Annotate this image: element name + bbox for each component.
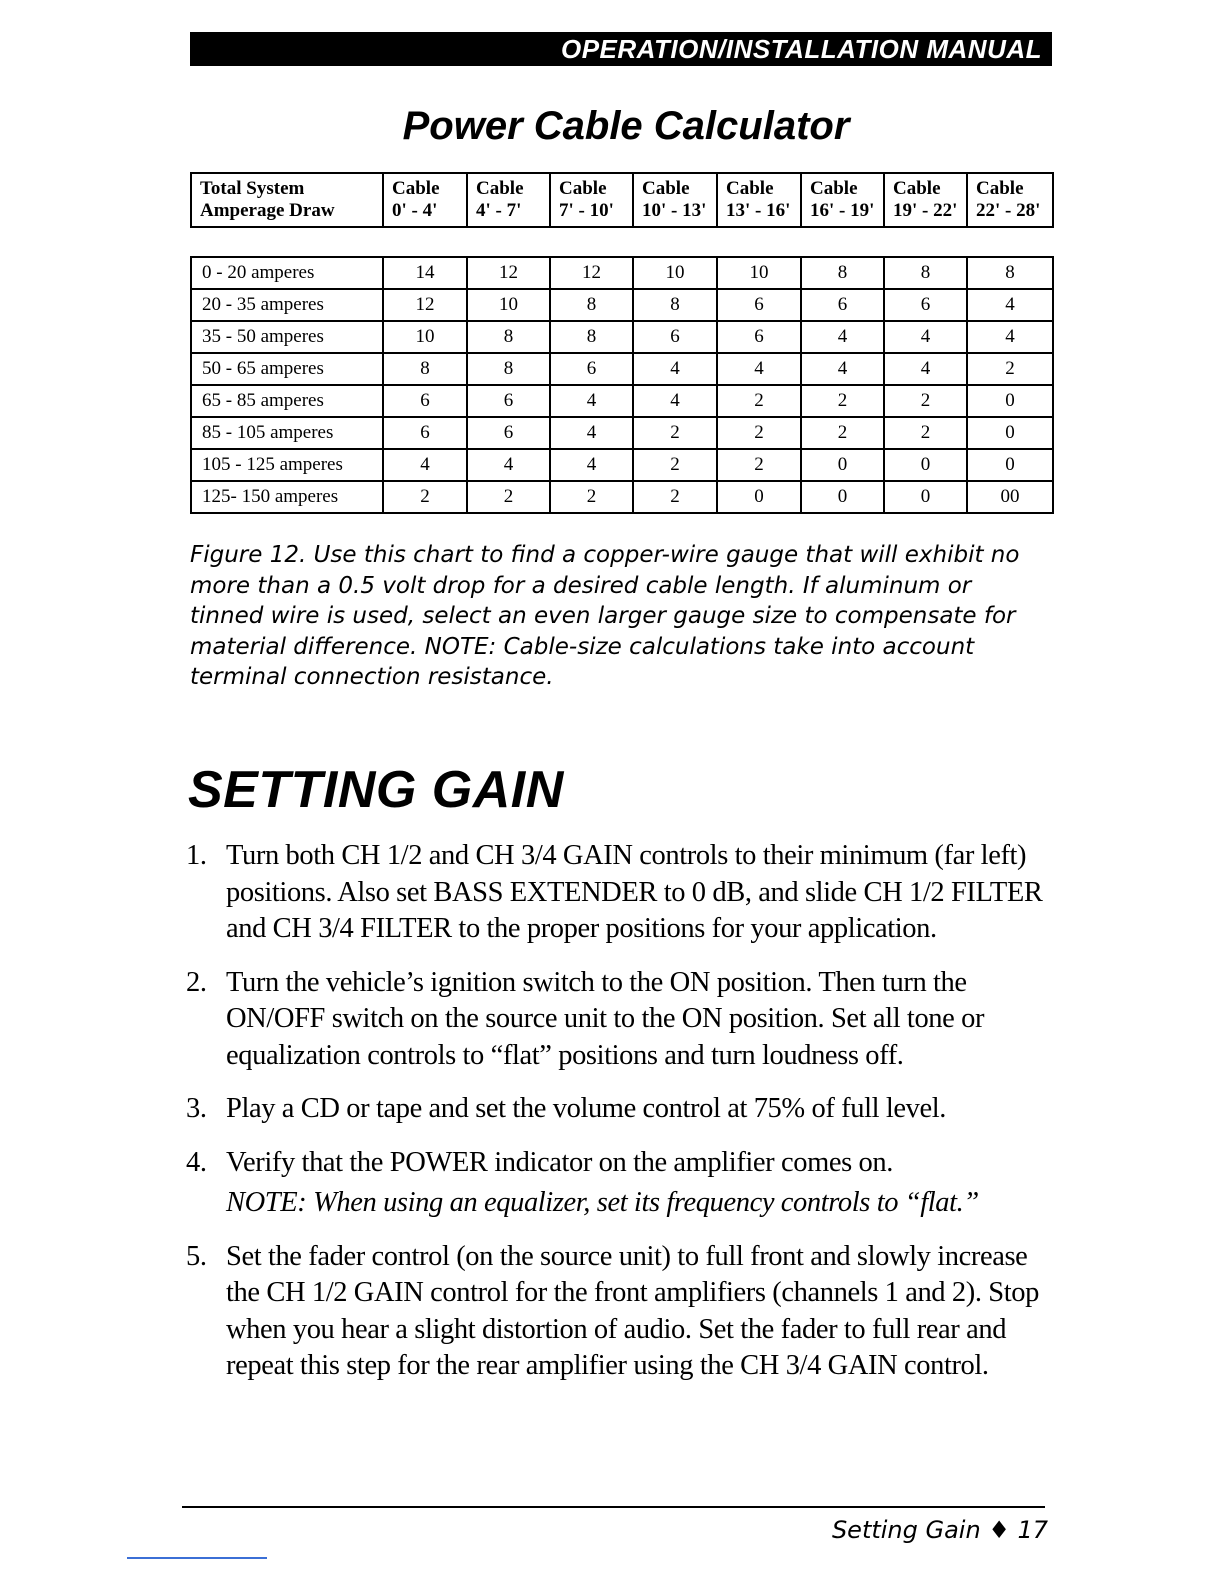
gauge-cell: 0 [967, 385, 1053, 417]
gauge-cell: 4 [801, 353, 884, 385]
step-number: 4. [186, 1146, 207, 1178]
header-row [191, 173, 1053, 227]
step-item [186, 965, 1056, 1075]
gauge-cell: 8 [383, 353, 467, 385]
amperage-range-cell: 105 - 125 amperes [191, 449, 383, 481]
step-text: Set the fader control (on the source unit) to full front and slowly increase the CH 1/2 GAIN control for the front amplifiers (channels 1 and 2). Stop when you hear a slight distortion of audio. Set the fader to full rear and repeat this step for the rear amplifier using the CH 3/4 GAIN control. [226, 1240, 1039, 1381]
gauge-cell: 8 [550, 321, 633, 353]
gauge-cell: 10 [717, 257, 801, 289]
gauge-cell: 0 [884, 449, 967, 481]
gauge-cell: 2 [550, 481, 633, 513]
step-number: 2. [186, 966, 207, 998]
gauge-cell: 6 [801, 289, 884, 321]
amperage-range-cell: 0 - 20 amperes [191, 257, 383, 289]
cable-table-body [190, 256, 1054, 514]
column-header: Cable 16' - 19' [801, 173, 884, 227]
gauge-cell: 6 [717, 289, 801, 321]
table-row [191, 481, 1053, 513]
gauge-cell: 2 [717, 449, 801, 481]
gauge-cell: 0 [967, 417, 1053, 449]
table-row [191, 417, 1053, 449]
gauge-cell: 8 [633, 289, 717, 321]
step-text: Play a CD or tape and set the volume control at 75% of full level. [226, 1093, 946, 1124]
column-header: Cable 19' - 22' [884, 173, 967, 227]
figure-caption: Figure 12. Use this chart to find a copper-wire gauge that will exhibit no more than a 0.5 volt drop for a desired cable length. If aluminum or tinned wire is used, select an even larger gauge size to compensate for material difference. NOTE: Cable-size calculations take into account terminal connection resistance. [190, 542, 1020, 690]
step-text: Turn both CH 1/2 and CH 3/4 GAIN controls to their minimum (far left) positions. Also set BASS EXTENDER to 0 dB, and slide CH 1/2 FILTER and CH 3/4 FILTER to the proper positions for your application. [226, 840, 1043, 944]
step-item [186, 1145, 1056, 1182]
gauge-cell: 4 [550, 449, 633, 481]
gauge-cell: 12 [383, 289, 467, 321]
step-item [186, 1239, 1056, 1385]
gauge-cell: 4 [717, 353, 801, 385]
gauge-cell: 0 [801, 449, 884, 481]
column-header: Cable 10' - 13' [633, 173, 717, 227]
column-header: Cable 13' - 16' [717, 173, 801, 227]
gauge-cell: 8 [467, 353, 550, 385]
amperage-range-cell: 20 - 35 amperes [191, 289, 383, 321]
gauge-cell: 0 [801, 481, 884, 513]
gauge-cell: 10 [633, 257, 717, 289]
gauge-cell: 6 [467, 385, 550, 417]
step-number: 1. [186, 840, 207, 871]
gauge-cell: 2 [467, 481, 550, 513]
gauge-cell: 4 [967, 289, 1053, 321]
gauge-cell: 0 [967, 449, 1053, 481]
gauge-cell: 6 [550, 353, 633, 385]
gauge-cell: 10 [467, 289, 550, 321]
table-title: Power Cable Calculator [402, 104, 850, 148]
page-footer: Setting Gain ♦ 17 [831, 1516, 1048, 1544]
column-header: Total System Amperage Draw [191, 173, 383, 227]
gauge-cell: 4 [383, 449, 467, 481]
gauge-cell: 4 [550, 385, 633, 417]
gauge-cell: 6 [884, 289, 967, 321]
gauge-cell: 8 [801, 257, 884, 289]
gauge-cell: 12 [467, 257, 550, 289]
gauge-cell: 8 [884, 257, 967, 289]
step-item [186, 1091, 1056, 1128]
cable-table-header [190, 172, 1054, 228]
gauge-cell: 6 [717, 321, 801, 353]
amperage-range-cell: 125- 150 amperes [191, 481, 383, 513]
gauge-cell: 2 [717, 385, 801, 417]
note-text: NOTE: When using an equalizer, set its frequency controls to “flat.” [226, 1187, 979, 1218]
gauge-cell: 10 [383, 321, 467, 353]
gauge-cell: 2 [633, 481, 717, 513]
step-item [186, 838, 1056, 948]
gauge-cell: 4 [467, 449, 550, 481]
gauge-cell: 00 [967, 481, 1053, 513]
gauge-cell: 2 [884, 385, 967, 417]
amperage-range-cell: 35 - 50 amperes [191, 321, 383, 353]
gauge-cell: 2 [967, 353, 1053, 385]
table-row [191, 385, 1053, 417]
table-row [191, 257, 1053, 289]
steps-list [186, 838, 1056, 1402]
column-header: Cable 22' - 28' [967, 173, 1053, 227]
column-header: Cable 7' - 10' [550, 173, 633, 227]
gauge-cell: 0 [717, 481, 801, 513]
column-header: Cable 0' - 4' [383, 173, 467, 227]
table-row [191, 353, 1053, 385]
amperage-range-cell: 50 - 65 amperes [191, 353, 383, 385]
gauge-cell: 2 [801, 385, 884, 417]
amperage-range-cell: 65 - 85 amperes [191, 385, 383, 417]
gauge-cell: 6 [467, 417, 550, 449]
gauge-cell: 8 [467, 321, 550, 353]
gauge-cell: 4 [801, 321, 884, 353]
gauge-cell: 2 [717, 417, 801, 449]
table-row [191, 449, 1053, 481]
step-number: 5. [186, 1240, 207, 1272]
footer-divider [182, 1506, 1045, 1508]
gauge-cell: 4 [884, 321, 967, 353]
gauge-cell: 4 [884, 353, 967, 385]
gauge-cell: 2 [801, 417, 884, 449]
gauge-cell: 6 [633, 321, 717, 353]
step-number: 3. [186, 1093, 207, 1124]
gauge-cell: 4 [633, 353, 717, 385]
section-heading: SETTING GAIN [188, 761, 564, 819]
amperage-range-cell: 85 - 105 amperes [191, 417, 383, 449]
gauge-cell: 2 [633, 417, 717, 449]
gauge-cell: 4 [967, 321, 1053, 353]
gauge-cell: 2 [383, 481, 467, 513]
gauge-cell: 12 [550, 257, 633, 289]
gauge-cell: 6 [383, 385, 467, 417]
gauge-cell: 14 [383, 257, 467, 289]
step-text: Verify that the POWER indicator on the amplifier comes on. [226, 1146, 893, 1178]
table-row [191, 321, 1053, 353]
gauge-cell: 2 [633, 449, 717, 481]
manual-header-bar: OPERATION/INSTALLATION MANUAL [190, 32, 1052, 66]
gauge-cell: 8 [967, 257, 1053, 289]
gauge-cell: 4 [633, 385, 717, 417]
gauge-cell: 4 [550, 417, 633, 449]
corner-divider [127, 1557, 267, 1559]
gauge-cell: 0 [884, 481, 967, 513]
table-row [191, 289, 1053, 321]
column-header: Cable 4' - 7' [467, 173, 550, 227]
gauge-cell: 8 [550, 289, 633, 321]
gauge-cell: 2 [884, 417, 967, 449]
step-text: Turn the vehicle’s ignition switch to the ON position. Then turn the ON/OFF switch on the source unit to the ON position. Set all tone or equalization controls to “flat” positions and turn loudness off. [226, 966, 985, 1071]
gauge-cell: 6 [383, 417, 467, 449]
